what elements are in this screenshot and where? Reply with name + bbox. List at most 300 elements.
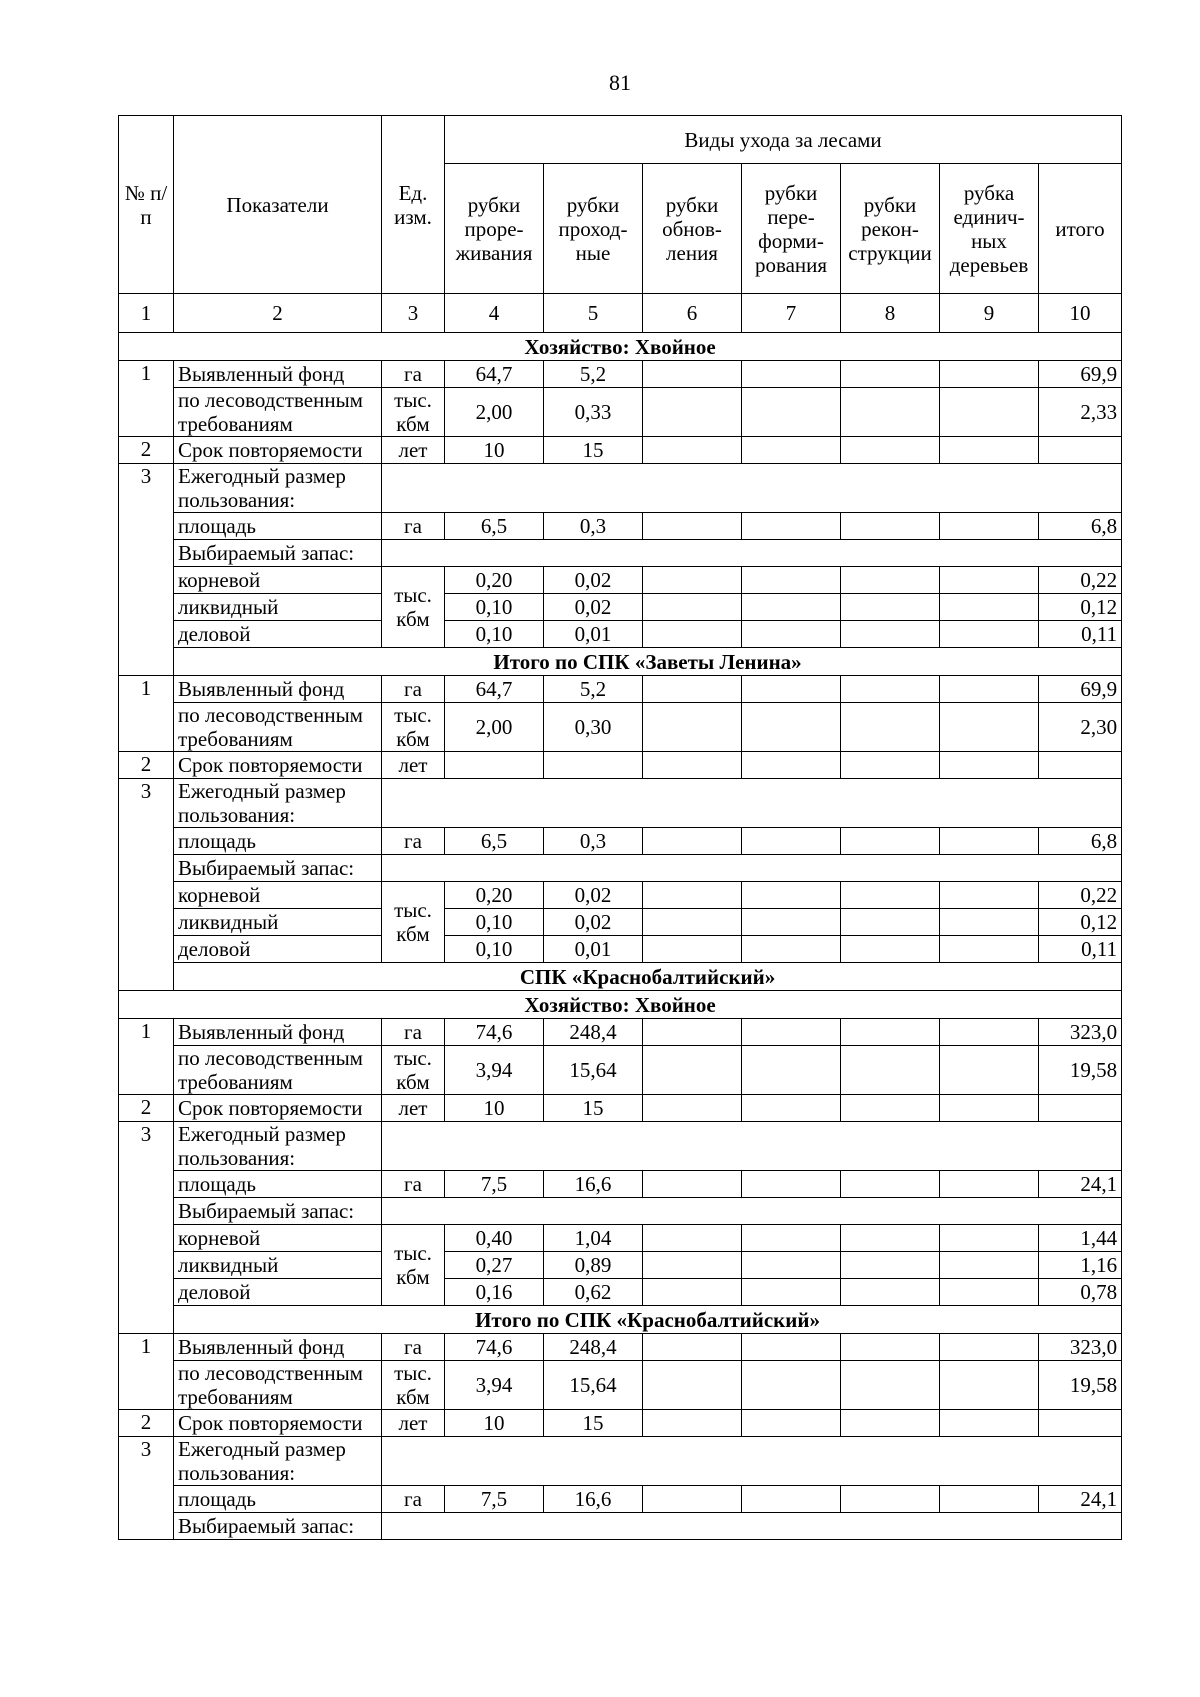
cell-empty [940, 1252, 1039, 1279]
cell-empty [940, 1046, 1039, 1095]
table-row [119, 513, 1122, 540]
cell-value: 10 [445, 437, 544, 464]
cell-empty [841, 1095, 940, 1122]
cell-total: 0,12 [1039, 909, 1122, 936]
row-unit: га [382, 828, 445, 855]
row-unit: тыс. кбм [382, 567, 445, 648]
row-unit: тыс. кбм [382, 1225, 445, 1306]
row-label: Срок повторяемости [174, 437, 382, 464]
merged-blank [382, 855, 1122, 882]
cell-empty [940, 1410, 1039, 1437]
section-title: Хозяйство: Хвойное [119, 333, 1122, 361]
cell-value: 0,01 [544, 936, 643, 963]
table-row [119, 1334, 1122, 1361]
cell-empty [643, 1095, 742, 1122]
cell-empty [742, 1486, 841, 1513]
cell-empty [841, 567, 940, 594]
row-label: площадь [174, 828, 382, 855]
cell-empty [841, 594, 940, 621]
header-col-indicator: Показатели [174, 116, 382, 294]
cell-empty [643, 676, 742, 703]
table-row [119, 1279, 1122, 1306]
cell-total: 2,30 [1039, 703, 1122, 752]
table-row [119, 779, 1122, 828]
row-unit: га [382, 1486, 445, 1513]
header-care-type: рубки проре- живания [445, 164, 544, 294]
cell-empty [742, 1279, 841, 1306]
cell-value: 248,4 [544, 1019, 643, 1046]
table-row [119, 1171, 1122, 1198]
table-row [119, 1361, 1122, 1410]
cell-empty [841, 676, 940, 703]
cell-value: 16,6 [544, 1486, 643, 1513]
section-title-row [119, 648, 1122, 676]
row-label: Ежегодный размер пользования: [174, 1122, 382, 1171]
section-title-row [119, 333, 1122, 361]
row-label: по лесоводственным требованиям [174, 388, 382, 437]
row-label: Выявленный фонд [174, 1019, 382, 1046]
cell-empty [643, 1252, 742, 1279]
row-label: деловой [174, 621, 382, 648]
cell-empty [742, 361, 841, 388]
table-row [119, 1225, 1122, 1252]
cell-value: 248,4 [544, 1334, 643, 1361]
table-row [119, 594, 1122, 621]
row-number: 2 [119, 752, 174, 779]
cell-empty [940, 621, 1039, 648]
cell-empty [841, 1019, 940, 1046]
cell-total [1039, 752, 1122, 779]
cell-empty [643, 567, 742, 594]
cell-empty [742, 594, 841, 621]
merged-blank [382, 1437, 1122, 1486]
cell-value [544, 752, 643, 779]
cell-total: 0,11 [1039, 936, 1122, 963]
header-care-type: рубки рекон- струкции [841, 164, 940, 294]
cell-empty [643, 1046, 742, 1095]
cell-empty [841, 1410, 940, 1437]
row-label: Ежегодный размер пользования: [174, 464, 382, 513]
cell-total: 69,9 [1039, 361, 1122, 388]
cell-total: 323,0 [1039, 1334, 1122, 1361]
section-title-row [119, 963, 1122, 991]
cell-empty [940, 567, 1039, 594]
cell-total: 0,12 [1039, 594, 1122, 621]
cell-total: 6,8 [1039, 828, 1122, 855]
cell-value: 0,27 [445, 1252, 544, 1279]
row-number: 1 [119, 361, 174, 437]
table-row [119, 828, 1122, 855]
row-label: Выявленный фонд [174, 361, 382, 388]
merged-blank [382, 464, 1122, 513]
table-row [119, 621, 1122, 648]
header-col-index: 5 [544, 294, 643, 333]
row-label: по лесоводственным требованиям [174, 1046, 382, 1095]
cell-value: 64,7 [445, 361, 544, 388]
row-unit: лет [382, 437, 445, 464]
cell-total: 1,44 [1039, 1225, 1122, 1252]
cell-value: 0,01 [544, 621, 643, 648]
cell-empty [742, 388, 841, 437]
cell-value: 6,5 [445, 513, 544, 540]
row-number: 2 [119, 437, 174, 464]
row-unit: тыс. кбм [382, 388, 445, 437]
header-care-type: итого [1039, 164, 1122, 294]
cell-total: 19,58 [1039, 1046, 1122, 1095]
cell-value: 3,94 [445, 1361, 544, 1410]
cell-empty [841, 1334, 940, 1361]
cell-value: 6,5 [445, 828, 544, 855]
cell-empty [841, 513, 940, 540]
cell-value: 2,00 [445, 703, 544, 752]
row-number: 1 [119, 1019, 174, 1095]
merged-blank [382, 1122, 1122, 1171]
cell-value: 0,20 [445, 567, 544, 594]
cell-empty [940, 882, 1039, 909]
header-col-index: 7 [742, 294, 841, 333]
cell-value: 0,02 [544, 882, 643, 909]
table-row [119, 1198, 1122, 1225]
cell-empty [643, 1486, 742, 1513]
row-number: 3 [119, 464, 174, 676]
row-unit: тыс. кбм [382, 882, 445, 963]
cell-value: 0,02 [544, 594, 643, 621]
cell-value: 3,94 [445, 1046, 544, 1095]
table-row [119, 540, 1122, 567]
cell-empty [841, 828, 940, 855]
row-label: площадь [174, 1486, 382, 1513]
cell-empty [643, 1361, 742, 1410]
cell-value: 7,5 [445, 1171, 544, 1198]
table-row [119, 1019, 1122, 1046]
row-label: ликвидный [174, 594, 382, 621]
table-row [119, 1252, 1122, 1279]
row-unit: лет [382, 752, 445, 779]
cell-total: 2,33 [1039, 388, 1122, 437]
cell-empty [643, 1019, 742, 1046]
row-unit: га [382, 1171, 445, 1198]
row-label: Срок повторяемости [174, 1410, 382, 1437]
merged-blank [382, 779, 1122, 828]
cell-value [445, 752, 544, 779]
cell-value: 7,5 [445, 1486, 544, 1513]
cell-empty [742, 909, 841, 936]
cell-total: 24,1 [1039, 1171, 1122, 1198]
cell-empty [841, 882, 940, 909]
table-row [119, 936, 1122, 963]
cell-empty [841, 1486, 940, 1513]
header-care-type: рубки обнов- ления [643, 164, 742, 294]
row-unit: га [382, 361, 445, 388]
table-row [119, 752, 1122, 779]
cell-empty [643, 752, 742, 779]
cell-total: 24,1 [1039, 1486, 1122, 1513]
cell-empty [841, 936, 940, 963]
cell-value: 0,62 [544, 1279, 643, 1306]
cell-value: 10 [445, 1095, 544, 1122]
row-label: площадь [174, 513, 382, 540]
page-number: 81 [609, 70, 631, 95]
row-unit: га [382, 676, 445, 703]
header-col-index: 9 [940, 294, 1039, 333]
cell-empty [940, 909, 1039, 936]
row-label: Ежегодный размер пользования: [174, 1437, 382, 1486]
cell-empty [742, 828, 841, 855]
table-body [119, 333, 1122, 1540]
cell-value: 0,89 [544, 1252, 643, 1279]
cell-total: 1,16 [1039, 1252, 1122, 1279]
cell-empty [742, 1334, 841, 1361]
cell-empty [643, 621, 742, 648]
table-row [119, 1410, 1122, 1437]
merged-blank [382, 1198, 1122, 1225]
cell-empty [841, 1046, 940, 1095]
cell-value: 15 [544, 1095, 643, 1122]
table-row [119, 703, 1122, 752]
row-number: 1 [119, 1334, 174, 1410]
cell-empty [742, 1046, 841, 1095]
row-unit: га [382, 1334, 445, 1361]
cell-empty [643, 1279, 742, 1306]
table-row [119, 1095, 1122, 1122]
cell-empty [841, 909, 940, 936]
section-title: Итого по СПК «Заветы Ленина» [174, 648, 1122, 676]
row-unit: га [382, 513, 445, 540]
cell-empty [643, 1171, 742, 1198]
row-label: Выбираемый запас: [174, 1513, 382, 1540]
row-unit: лет [382, 1095, 445, 1122]
row-number: 3 [119, 1437, 174, 1540]
table-row [119, 909, 1122, 936]
cell-total: 0,11 [1039, 621, 1122, 648]
cell-empty [742, 1095, 841, 1122]
header-col-unit: Ед. изм. [382, 116, 445, 294]
cell-value: 1,04 [544, 1225, 643, 1252]
section-title: Итого по СПК «Краснобалтийский» [174, 1306, 1122, 1334]
table-header [119, 116, 1122, 333]
cell-empty [643, 882, 742, 909]
cell-empty [643, 388, 742, 437]
cell-empty [643, 909, 742, 936]
cell-empty [742, 621, 841, 648]
cell-empty [940, 1019, 1039, 1046]
cell-empty [841, 1252, 940, 1279]
table-row [119, 567, 1122, 594]
merged-blank [382, 540, 1122, 567]
cell-value: 5,2 [544, 676, 643, 703]
cell-empty [643, 437, 742, 464]
header-col-index: 4 [445, 294, 544, 333]
cell-empty [940, 361, 1039, 388]
row-number: 2 [119, 1410, 174, 1437]
cell-value: 0,3 [544, 828, 643, 855]
cell-value: 16,6 [544, 1171, 643, 1198]
cell-empty [841, 388, 940, 437]
cell-value: 74,6 [445, 1334, 544, 1361]
row-label: по лесоводственным требованиям [174, 1361, 382, 1410]
table-row [119, 388, 1122, 437]
header-col-index: 6 [643, 294, 742, 333]
cell-empty [940, 1334, 1039, 1361]
row-label: ликвидный [174, 909, 382, 936]
cell-value: 0,33 [544, 388, 643, 437]
cell-empty [940, 703, 1039, 752]
cell-empty [841, 1279, 940, 1306]
table-row [119, 1486, 1122, 1513]
cell-empty [643, 594, 742, 621]
cell-empty [742, 437, 841, 464]
cell-empty [940, 936, 1039, 963]
cell-empty [742, 703, 841, 752]
section-title-row [119, 1306, 1122, 1334]
row-label: площадь [174, 1171, 382, 1198]
row-label: Ежегодный размер пользования: [174, 779, 382, 828]
row-label: корневой [174, 1225, 382, 1252]
cell-value: 0,10 [445, 909, 544, 936]
table-row [119, 855, 1122, 882]
cell-empty [841, 437, 940, 464]
cell-empty [940, 828, 1039, 855]
cell-empty [841, 1361, 940, 1410]
cell-empty [643, 361, 742, 388]
row-label: деловой [174, 936, 382, 963]
row-label: Выбираемый запас: [174, 855, 382, 882]
cell-empty [940, 388, 1039, 437]
cell-empty [742, 936, 841, 963]
cell-empty [643, 513, 742, 540]
row-number: 3 [119, 1122, 174, 1334]
cell-value: 0,02 [544, 567, 643, 594]
cell-total: 0,22 [1039, 882, 1122, 909]
table-row [119, 1122, 1122, 1171]
row-unit: тыс. кбм [382, 1361, 445, 1410]
cell-empty [940, 1361, 1039, 1410]
cell-empty [841, 1171, 940, 1198]
row-label: деловой [174, 1279, 382, 1306]
header-care-type: рубка единич- ных деревьев [940, 164, 1039, 294]
row-label: по лесоводственным требованиям [174, 703, 382, 752]
row-number: 2 [119, 1095, 174, 1122]
cell-value: 0,16 [445, 1279, 544, 1306]
row-label: Срок повторяемости [174, 1095, 382, 1122]
cell-total [1039, 1095, 1122, 1122]
cell-empty [940, 513, 1039, 540]
cell-empty [841, 1225, 940, 1252]
cell-value: 0,10 [445, 936, 544, 963]
table-row [119, 361, 1122, 388]
cell-total: 323,0 [1039, 1019, 1122, 1046]
cell-empty [742, 1171, 841, 1198]
cell-value: 0,20 [445, 882, 544, 909]
cell-empty [940, 1171, 1039, 1198]
table-row [119, 676, 1122, 703]
cell-empty [841, 703, 940, 752]
cell-empty [940, 1486, 1039, 1513]
cell-value: 74,6 [445, 1019, 544, 1046]
cell-value: 15 [544, 437, 643, 464]
cell-empty [742, 1019, 841, 1046]
cell-empty [643, 1410, 742, 1437]
cell-empty [643, 1225, 742, 1252]
cell-empty [742, 1361, 841, 1410]
cell-value: 0,10 [445, 621, 544, 648]
cell-empty [742, 567, 841, 594]
section-title: СПК «Краснобалтийский» [174, 963, 1122, 991]
header-col-number: № п/п [119, 116, 174, 294]
header-col-index: 3 [382, 294, 445, 333]
cell-empty [841, 752, 940, 779]
cell-total [1039, 1410, 1122, 1437]
section-title-row [119, 991, 1122, 1019]
row-label: Выбираемый запас: [174, 540, 382, 567]
row-unit: га [382, 1019, 445, 1046]
cell-value: 64,7 [445, 676, 544, 703]
header-col-index: 10 [1039, 294, 1122, 333]
cell-value: 0,40 [445, 1225, 544, 1252]
cell-total [1039, 437, 1122, 464]
cell-empty [742, 513, 841, 540]
cell-empty [940, 594, 1039, 621]
row-label: корневой [174, 882, 382, 909]
row-unit: тыс. кбм [382, 703, 445, 752]
row-unit: тыс. кбм [382, 1046, 445, 1095]
cell-empty [940, 1095, 1039, 1122]
cell-empty [841, 621, 940, 648]
cell-empty [643, 1334, 742, 1361]
cell-empty [643, 936, 742, 963]
cell-empty [940, 752, 1039, 779]
header-care-type: рубки пере- форми- рования [742, 164, 841, 294]
table-row [119, 1046, 1122, 1095]
cell-total: 69,9 [1039, 676, 1122, 703]
cell-value: 2,00 [445, 388, 544, 437]
row-label: Выбираемый запас: [174, 1198, 382, 1225]
header-col-index: 2 [174, 294, 382, 333]
cell-value: 5,2 [544, 361, 643, 388]
row-label: ликвидный [174, 1252, 382, 1279]
cell-empty [940, 1225, 1039, 1252]
header-col-index: 8 [841, 294, 940, 333]
cell-empty [742, 1252, 841, 1279]
cell-empty [742, 1225, 841, 1252]
cell-empty [643, 828, 742, 855]
cell-value: 0,3 [544, 513, 643, 540]
row-unit: лет [382, 1410, 445, 1437]
cell-value: 15 [544, 1410, 643, 1437]
cell-value: 15,64 [544, 1361, 643, 1410]
row-number: 1 [119, 676, 174, 752]
header-group-title: Виды ухода за лесами [445, 116, 1122, 164]
cell-empty [940, 1279, 1039, 1306]
cell-empty [841, 361, 940, 388]
cell-empty [742, 1410, 841, 1437]
table-row [119, 464, 1122, 513]
cell-value: 0,02 [544, 909, 643, 936]
cell-total: 0,22 [1039, 567, 1122, 594]
table-row [119, 882, 1122, 909]
header-care-type: рубки проход- ные [544, 164, 643, 294]
forest-care-table [118, 115, 1122, 1540]
table-row [119, 1513, 1122, 1540]
table-row [119, 437, 1122, 464]
cell-empty [643, 703, 742, 752]
cell-empty [940, 676, 1039, 703]
cell-empty [742, 752, 841, 779]
row-number: 3 [119, 779, 174, 991]
cell-empty [742, 676, 841, 703]
cell-total: 0,78 [1039, 1279, 1122, 1306]
cell-total: 19,58 [1039, 1361, 1122, 1410]
